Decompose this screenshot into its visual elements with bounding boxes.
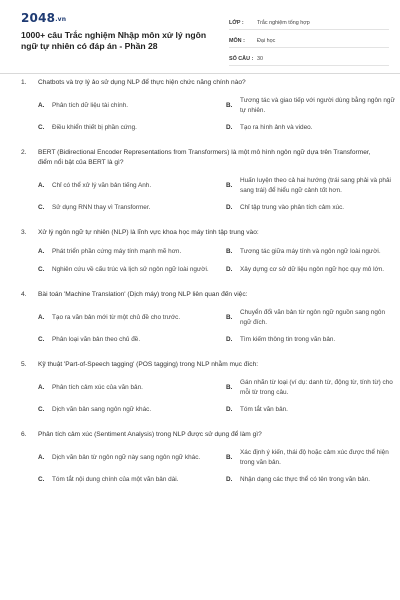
answer-option-c[interactable] bbox=[38, 264, 212, 276]
option-letter: A. bbox=[38, 384, 45, 391]
meta-row-class bbox=[229, 13, 389, 30]
option-letter: C. bbox=[38, 476, 45, 483]
option-text: Phân tích dữ liệu tài chính. bbox=[52, 102, 129, 109]
question-text: BERT (Bidirectional Encoder Representations from Transformers) là một mô hình ngôn ngữ dựa trên Transformer, điểm nổi bật của BERT là gì? bbox=[38, 149, 371, 166]
option-text: Chỉ có thể xử lý văn bản tiếng Anh. bbox=[52, 182, 152, 189]
answer-option-b[interactable] bbox=[226, 378, 396, 398]
option-text: Tạo ra hình ảnh và video. bbox=[240, 124, 313, 131]
option-text: Tóm tắt văn bản. bbox=[240, 406, 288, 413]
option-letter: D. bbox=[226, 406, 233, 413]
answer-options bbox=[21, 246, 385, 276]
option-letter: D. bbox=[226, 266, 233, 273]
answer-options bbox=[21, 448, 389, 486]
option-text: Dịch văn bản từ ngôn ngữ này sang ngôn ngữ khác. bbox=[52, 454, 201, 461]
question-text: Xử lý ngôn ngữ tự nhiên (NLP) là lĩnh vực khoa học máy tính tập trung vào: bbox=[38, 229, 259, 236]
option-text: Xây dựng cơ sở dữ liệu ngôn ngữ học quy mô lớn. bbox=[240, 266, 385, 273]
site-logo[interactable] bbox=[21, 11, 66, 25]
answer-options bbox=[21, 96, 395, 134]
option-text: Chỉ tập trung vào phân tích cảm xúc. bbox=[240, 204, 345, 211]
option-text: Chuyển đổi văn bản từ ngôn ngữ nguồn sang ngôn ngữ đích. bbox=[240, 309, 386, 326]
question-number: 1. bbox=[21, 79, 27, 86]
answer-option-b[interactable] bbox=[226, 448, 396, 468]
option-text: Tóm tắt nội dung chính của một văn bản dài. bbox=[52, 476, 179, 483]
question-stem bbox=[21, 228, 378, 238]
question-stem bbox=[21, 360, 378, 370]
answer-option-b[interactable] bbox=[226, 246, 396, 258]
question-item bbox=[0, 228, 400, 276]
meta-label: SỐ CÂU : bbox=[229, 56, 254, 62]
answer-option-c[interactable] bbox=[38, 474, 212, 486]
option-letter: D. bbox=[226, 204, 233, 211]
answer-options bbox=[21, 308, 386, 346]
page-header bbox=[0, 0, 400, 74]
answer-option-c[interactable] bbox=[38, 202, 212, 214]
option-letter: B. bbox=[226, 384, 233, 391]
question-stem bbox=[21, 290, 378, 300]
question-item bbox=[0, 78, 400, 134]
question-item bbox=[0, 360, 400, 416]
option-text: Tìm kiếm thông tin trong văn bản. bbox=[240, 336, 336, 343]
option-letter: A. bbox=[38, 182, 45, 189]
option-text: Huấn luyện theo cả hai hướng (trái sang phải và phải sang trái) để hiểu ngữ cảnh tốt hơn. bbox=[240, 177, 391, 194]
answer-option-a[interactable] bbox=[38, 176, 212, 196]
answer-option-a[interactable] bbox=[38, 96, 212, 116]
question-text: Chatbots và trợ lý ảo sử dụng NLP để thực hiện chức năng chính nào? bbox=[38, 79, 246, 86]
option-letter: B. bbox=[226, 248, 233, 255]
meta-value: Trắc nghiệm tổng hợp bbox=[257, 20, 310, 26]
question-item bbox=[0, 430, 400, 486]
answer-options bbox=[21, 176, 391, 214]
meta-label: LỚP : bbox=[229, 20, 244, 26]
option-letter: D. bbox=[226, 336, 233, 343]
meta-row-subject bbox=[229, 31, 389, 48]
option-text: Phân tích cảm xúc của văn bản. bbox=[52, 384, 143, 391]
meta-row-count bbox=[229, 49, 389, 66]
answer-option-a[interactable] bbox=[38, 448, 212, 468]
answer-option-a[interactable] bbox=[38, 378, 212, 398]
meta-label: MÔN : bbox=[229, 38, 245, 44]
option-text: Phát triển phần cứng máy tính mạnh mẽ hơn. bbox=[52, 248, 182, 255]
answer-option-d[interactable] bbox=[226, 404, 396, 416]
question-number: 2. bbox=[21, 149, 27, 156]
option-letter: A. bbox=[38, 102, 45, 109]
question-list bbox=[0, 78, 400, 500]
answer-option-d[interactable] bbox=[226, 474, 396, 486]
question-stem bbox=[21, 148, 378, 168]
option-text: Nghiên cứu về cấu trúc và lịch sử ngôn ngữ loài người. bbox=[52, 266, 209, 273]
option-letter: C. bbox=[38, 266, 45, 273]
answer-option-a[interactable] bbox=[38, 246, 212, 258]
question-item bbox=[0, 290, 400, 346]
logo-main: 2048 bbox=[21, 11, 56, 25]
option-letter: D. bbox=[226, 476, 233, 483]
option-text: Tương tác giữa máy tính và ngôn ngữ loài người. bbox=[240, 248, 381, 255]
option-letter: A. bbox=[38, 314, 45, 321]
answer-option-c[interactable] bbox=[38, 122, 212, 134]
logo-suffix: .vn bbox=[55, 16, 67, 23]
option-letter: B. bbox=[226, 314, 233, 321]
meta-value: Đại học bbox=[257, 38, 276, 44]
option-text: Phân loại văn bản theo chủ đề. bbox=[52, 336, 141, 343]
option-letter: C. bbox=[38, 406, 45, 413]
answer-option-a[interactable] bbox=[38, 308, 212, 328]
question-text: Kỹ thuật 'Part-of-Speech tagging' (POS tagging) trong NLP nhằm mục đích: bbox=[38, 361, 259, 368]
question-number: 5. bbox=[21, 361, 27, 368]
option-letter: C. bbox=[38, 336, 45, 343]
question-number: 3. bbox=[21, 229, 27, 236]
answer-option-c[interactable] bbox=[38, 334, 212, 346]
option-text: Xác định ý kiến, thái độ hoặc cảm xúc được thể hiện trong văn bản. bbox=[240, 449, 389, 466]
answer-option-c[interactable] bbox=[38, 404, 212, 416]
answer-option-b[interactable] bbox=[226, 96, 396, 116]
answer-option-d[interactable] bbox=[226, 122, 396, 134]
answer-option-d[interactable] bbox=[226, 264, 396, 276]
option-text: Tạo ra văn bản mới từ một chủ đề cho trước. bbox=[52, 314, 181, 321]
document-title: 1000+ câu Trắc nghiệm Nhập môn xử lý ngôn ngữ tự nhiên có đáp án - Phần 28 bbox=[21, 30, 207, 51]
question-number: 6. bbox=[21, 431, 27, 438]
option-text: Sử dụng RNN thay vì Transformer. bbox=[52, 204, 151, 211]
option-text: Tương tác và giao tiếp với người dùng bằng ngôn ngữ tự nhiên. bbox=[240, 97, 395, 114]
question-item bbox=[0, 148, 400, 214]
question-text: Bài toán 'Machine Translation' (Dịch máy) trong NLP liên quan đến việc: bbox=[38, 291, 248, 298]
question-text: Phân tích cảm xúc (Sentiment Analysis) trong NLP được sử dụng để làm gì? bbox=[38, 431, 262, 438]
option-letter: C. bbox=[38, 124, 45, 131]
option-letter: D. bbox=[226, 124, 233, 131]
answer-option-d[interactable] bbox=[226, 334, 396, 346]
answer-option-d[interactable] bbox=[226, 202, 396, 214]
option-letter: B. bbox=[226, 102, 233, 109]
answer-option-b[interactable] bbox=[226, 176, 396, 196]
option-text: Dịch văn bản sang ngôn ngữ khác. bbox=[52, 406, 152, 413]
option-letter: B. bbox=[226, 454, 233, 461]
option-letter: A. bbox=[38, 454, 45, 461]
question-stem bbox=[21, 430, 378, 440]
option-letter: C. bbox=[38, 204, 45, 211]
meta-value: 30 bbox=[257, 56, 263, 62]
answer-options bbox=[21, 378, 393, 416]
option-letter: A. bbox=[38, 248, 45, 255]
question-number: 4. bbox=[21, 291, 27, 298]
question-stem bbox=[21, 78, 378, 88]
option-text: Điều khiển thiết bị phần cứng. bbox=[52, 124, 137, 131]
option-text: Nhận dạng các thực thể có tên trong văn bản. bbox=[240, 476, 371, 483]
document-meta bbox=[229, 13, 389, 67]
answer-option-b[interactable] bbox=[226, 308, 396, 328]
option-text: Gán nhãn từ loại (ví dụ: danh từ, động từ, tính từ) cho mỗi từ trong câu. bbox=[240, 379, 393, 396]
option-letter: B. bbox=[226, 182, 233, 189]
